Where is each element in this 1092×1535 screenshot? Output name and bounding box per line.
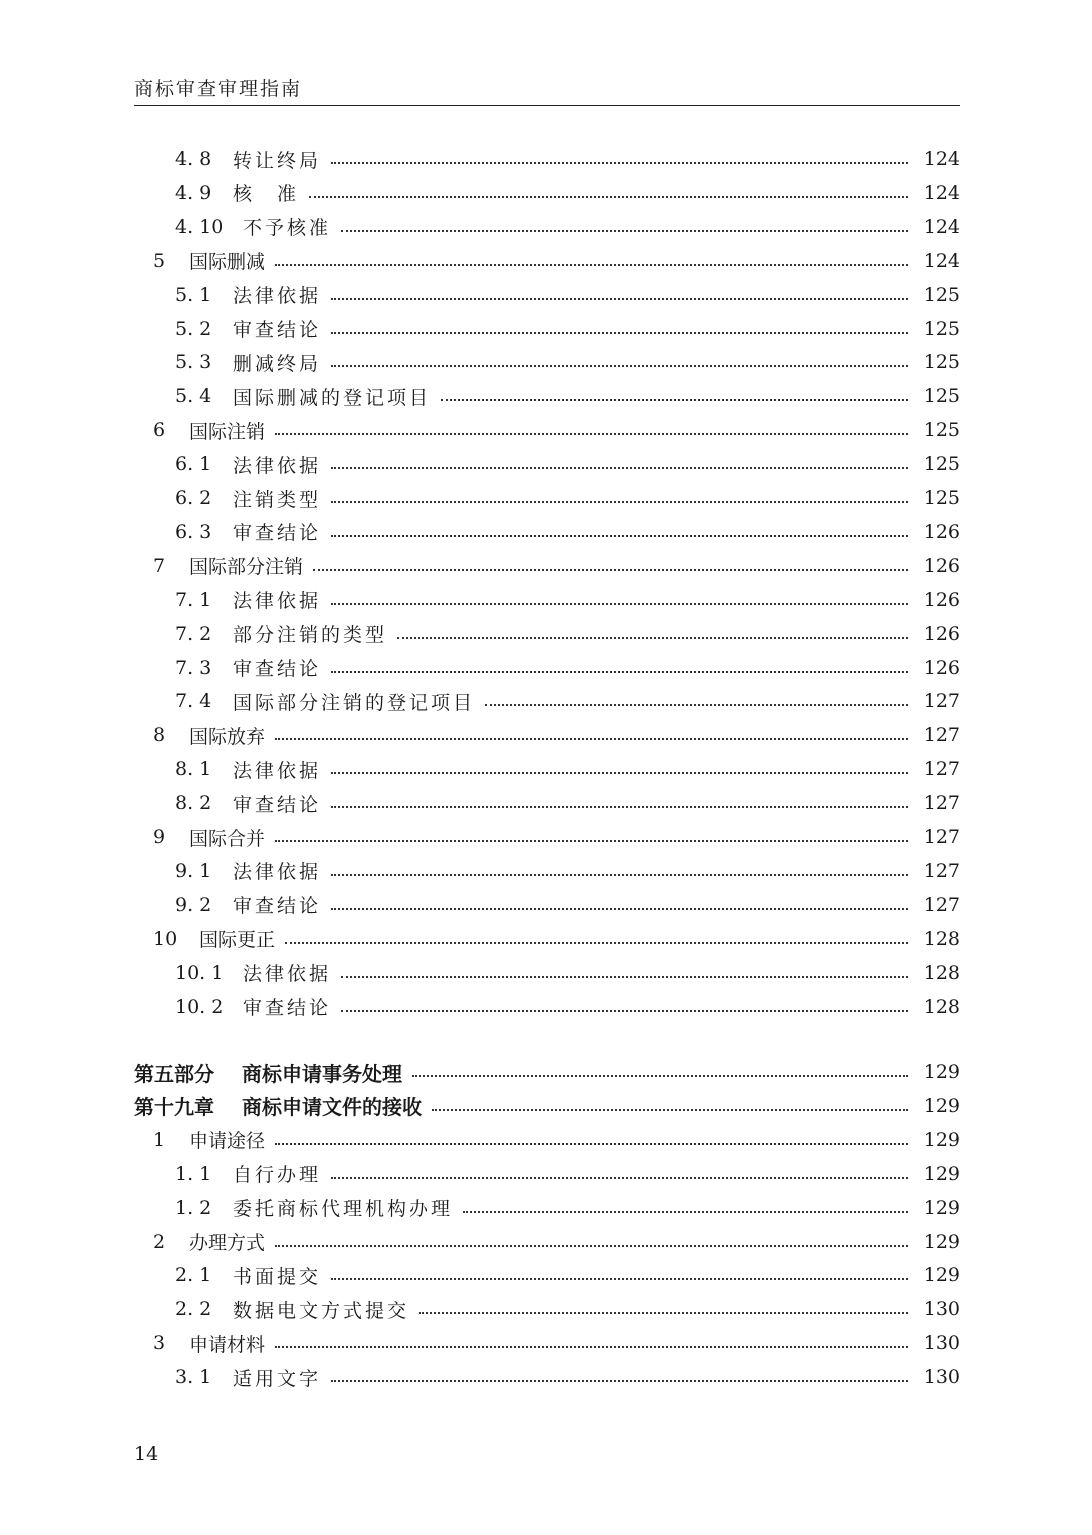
toc-entry-title: 适用文字 — [233, 1367, 322, 1390]
toc-entry[interactable] — [175, 992, 960, 1022]
toc-entry-page: 127 — [923, 690, 960, 713]
toc-entry-title: 删减终局 — [233, 352, 322, 375]
toc-entry-title: 核 准 — [233, 183, 300, 206]
toc-entry-page: 129 — [923, 1061, 960, 1083]
toc-entry[interactable] — [153, 822, 960, 852]
toc-leader-dots — [331, 162, 908, 164]
toc-entry-page: 124 — [923, 148, 960, 170]
toc-entry-number: 10. 1 — [175, 961, 224, 984]
toc-entry-title: 国际删减的登记项目 — [233, 386, 432, 409]
toc-entry-title: 申请途径 — [189, 1130, 266, 1153]
toc-entry-title: 法律依据 — [243, 963, 332, 986]
toc-entry[interactable] — [175, 1260, 960, 1290]
toc-leader-dots — [331, 874, 908, 876]
toc-entry-title: 商标申请事务处理 — [242, 1061, 402, 1086]
toc-entry-page: 129 — [923, 1128, 960, 1151]
toc-leader-dots — [463, 1211, 908, 1213]
toc-entry[interactable] — [153, 551, 960, 581]
toc-entry-title: 委托商标代理机构办理 — [233, 1198, 454, 1221]
toc-entry-number: 2. 2 — [175, 1298, 212, 1321]
toc-entry-number: 8 — [153, 724, 166, 747]
toc-entry[interactable] — [175, 856, 960, 886]
toc-leader-dots — [432, 1109, 908, 1111]
toc-entry[interactable] — [175, 1362, 960, 1392]
toc-entry[interactable] — [175, 788, 960, 818]
toc-entry-title: 法律依据 — [233, 454, 322, 477]
toc-entry-title: 国际删减 — [189, 251, 266, 274]
toc-entry[interactable] — [175, 517, 960, 547]
toc-entry[interactable] — [175, 890, 960, 920]
toc-leader-dots — [275, 1143, 908, 1145]
toc-entry-number: 7 — [153, 554, 166, 577]
toc-leader-dots — [285, 942, 908, 944]
toc-entry[interactable] — [153, 924, 960, 954]
toc-entry-page: 126 — [923, 520, 960, 543]
toc-leader-dots — [331, 772, 908, 774]
toc-entry-title: 自行办理 — [233, 1164, 322, 1187]
toc-entry-title: 国际注销 — [189, 420, 266, 443]
toc-entry-number: 7. 1 — [175, 588, 212, 611]
toc-entry-title: 审查结论 — [233, 658, 322, 680]
toc-entry-title: 审查结论 — [233, 793, 322, 816]
toc-entry-number: 7. 3 — [175, 656, 212, 679]
toc-entry-page: 128 — [923, 961, 960, 984]
toc-entry-number: 4. 10 — [175, 215, 224, 238]
toc-entry-number: 4. 8 — [175, 148, 212, 170]
toc-leader-dots — [341, 1010, 908, 1012]
toc-entry-title: 法律依据 — [233, 590, 322, 613]
toc-leader-dots — [331, 332, 908, 334]
toc-leader-dots — [275, 840, 908, 842]
toc-leader-dots — [331, 1177, 908, 1179]
toc-entry-page: 125 — [923, 419, 960, 442]
toc-leader-dots — [275, 433, 908, 435]
toc-entry-page: 124 — [923, 249, 960, 272]
toc-leader-dots — [331, 1380, 908, 1382]
toc-leader-dots — [275, 738, 908, 740]
toc-entry-title: 法律依据 — [233, 285, 322, 308]
toc-entry[interactable] — [175, 1159, 960, 1189]
toc-entry-page: 129 — [923, 1094, 960, 1117]
toc-leader-dots — [341, 976, 908, 978]
toc-entry[interactable] — [175, 280, 960, 310]
toc-entry-number: 9. 1 — [175, 859, 212, 882]
toc-leader-dots — [331, 603, 908, 605]
toc-entry[interactable] — [175, 144, 960, 174]
toc-entry-title: 申请材料 — [189, 1333, 266, 1356]
toc-entry-number: 3 — [153, 1332, 166, 1355]
toc-entry-title: 转让终局 — [233, 149, 322, 172]
toc-entry-number: 9 — [153, 826, 166, 848]
toc-entry-number: 10 — [153, 927, 178, 950]
toc-entry[interactable] — [175, 314, 960, 344]
toc-entry-page: 129 — [923, 1162, 960, 1185]
toc-entry-number: 5. 1 — [175, 283, 212, 306]
toc-entry[interactable] — [175, 178, 960, 208]
toc-entry-title: 法律依据 — [233, 759, 322, 782]
toc-entry-number: 7. 2 — [175, 622, 212, 645]
toc-entry-page: 130 — [923, 1366, 960, 1389]
toc-entry-number: 8. 2 — [175, 792, 212, 815]
toc-entry-page: 130 — [923, 1332, 960, 1355]
toc-leader-dots — [313, 569, 908, 571]
toc-entry[interactable] — [153, 720, 960, 750]
toc-entry-page: 128 — [923, 995, 960, 1018]
toc-entry-title: 数据电文方式提交 — [233, 1299, 410, 1322]
toc-entry-number: 8. 1 — [175, 758, 212, 781]
toc-entry-page: 127 — [923, 758, 960, 781]
toc-entry-page: 125 — [923, 453, 960, 476]
toc-entry-page: 126 — [923, 622, 960, 645]
toc-entry-page: 124 — [923, 215, 960, 238]
toc-entry-title: 审查结论 — [243, 997, 332, 1019]
toc-entry[interactable] — [175, 958, 960, 988]
toc-entry-title: 国际部分注销 — [189, 556, 304, 579]
toc-entry-number: 6. 2 — [175, 487, 212, 509]
toc-entry-number: 6. 3 — [175, 520, 212, 543]
toc-leader-dots — [331, 501, 908, 503]
toc-entry[interactable] — [175, 1294, 960, 1324]
toc-entry[interactable] — [175, 754, 960, 784]
toc-entry[interactable] — [175, 347, 960, 377]
toc-entry-number: 第十九章 — [134, 1095, 214, 1120]
toc-leader-dots — [331, 298, 908, 300]
toc-entry-page: 127 — [923, 826, 960, 848]
toc-entry-page: 127 — [923, 859, 960, 882]
toc-entry-page: 127 — [923, 893, 960, 916]
toc-entry[interactable] — [153, 1227, 960, 1257]
toc-leader-dots — [331, 671, 908, 673]
toc-entry-title: 国际部分注销的登记项目 — [233, 691, 476, 714]
toc-leader-dots — [485, 704, 908, 706]
toc-entry-title: 法律依据 — [233, 861, 322, 884]
toc-entry-number: 7. 4 — [175, 690, 212, 713]
toc-entry[interactable] — [175, 1193, 960, 1223]
toc-entry-number: 2 — [153, 1230, 166, 1253]
toc-entry[interactable] — [175, 653, 960, 683]
toc-entry[interactable] — [175, 483, 960, 513]
toc-leader-dots — [275, 1346, 908, 1348]
toc-entry-title: 国际更正 — [199, 929, 276, 952]
toc-entry-page: 127 — [923, 724, 960, 747]
toc-entry[interactable] — [134, 1057, 960, 1087]
toc-entry-title: 审查结论 — [233, 522, 322, 545]
toc-entry[interactable] — [175, 619, 960, 649]
toc-leader-dots — [341, 230, 908, 232]
footer-page-number: 14 — [134, 1443, 159, 1465]
toc-entry[interactable] — [175, 449, 960, 479]
toc-entry-page: 126 — [923, 588, 960, 611]
toc-entry-page: 126 — [923, 554, 960, 577]
toc-entry-number: 6 — [153, 419, 166, 442]
toc-entry-page: 128 — [923, 927, 960, 950]
toc-entry-title: 国际放弃 — [189, 725, 266, 748]
toc-entry-number: 10. 2 — [175, 995, 224, 1018]
toc-entry-page: 130 — [923, 1298, 960, 1321]
toc-entry-title: 办理方式 — [189, 1232, 266, 1254]
toc-entry-number: 1. 2 — [175, 1196, 212, 1219]
toc-entry-title: 国际合并 — [189, 827, 266, 850]
toc-entry-page: 124 — [923, 181, 960, 204]
toc-entry-title: 书面提交 — [233, 1265, 322, 1288]
toc-entry[interactable] — [175, 686, 960, 716]
toc-leader-dots — [331, 365, 908, 367]
toc-leader-dots — [419, 1312, 908, 1314]
toc-entry-number: 4. 9 — [175, 181, 212, 204]
toc-entry[interactable] — [175, 585, 960, 615]
toc-entry-number: 5. 2 — [175, 317, 212, 340]
toc-entry-page: 125 — [923, 487, 960, 509]
toc-leader-dots — [275, 264, 908, 266]
toc-leader-dots — [331, 467, 908, 469]
toc-entry-page: 126 — [923, 656, 960, 679]
toc-entry-page: 129 — [923, 1264, 960, 1287]
toc-entry[interactable] — [153, 246, 960, 276]
toc-leader-dots — [331, 806, 908, 808]
toc-entry[interactable] — [175, 381, 960, 411]
toc-entry-page: 125 — [923, 385, 960, 408]
toc-entry-title: 审查结论 — [233, 319, 322, 341]
toc-entry-number: 5. 4 — [175, 385, 212, 408]
toc-entry[interactable] — [175, 212, 960, 242]
toc-leader-dots — [412, 1075, 908, 1077]
toc-entry-page: 129 — [923, 1196, 960, 1219]
toc-entry-number: 1 — [153, 1128, 166, 1151]
toc-entry-number: 2. 1 — [175, 1264, 212, 1287]
toc-leader-dots — [331, 1278, 908, 1280]
toc-leader-dots — [331, 535, 908, 537]
toc-entry-number: 5 — [153, 249, 166, 272]
toc-entry-title: 注销类型 — [233, 488, 322, 511]
toc-entry[interactable] — [153, 1328, 960, 1358]
toc-entry-page: 125 — [923, 317, 960, 340]
toc-entry-page: 125 — [923, 283, 960, 306]
toc-entry-title: 不予核准 — [243, 217, 332, 240]
toc-entry-number: 第五部分 — [134, 1061, 214, 1086]
toc-entry-number: 6. 1 — [175, 453, 212, 476]
toc-entry[interactable] — [134, 1091, 960, 1121]
toc-entry-number: 1. 1 — [175, 1162, 212, 1185]
toc-leader-dots — [397, 637, 908, 639]
toc-leader-dots — [441, 399, 908, 401]
toc-entry-page: 125 — [923, 351, 960, 374]
toc-entry-number: 9. 2 — [175, 893, 212, 916]
toc-leader-dots — [309, 196, 908, 198]
toc-leader-dots — [331, 908, 908, 910]
toc-entry-title: 部分注销的类型 — [233, 624, 388, 647]
toc-entry-number: 3. 1 — [175, 1366, 212, 1389]
toc-entry[interactable] — [153, 415, 960, 445]
toc-entry-page: 129 — [923, 1230, 960, 1253]
toc-entry-page: 127 — [923, 792, 960, 815]
running-header-title: 商标审查审理指南 — [134, 78, 303, 100]
toc-entry-number: 5. 3 — [175, 351, 212, 374]
toc-entry[interactable] — [153, 1125, 960, 1155]
toc-entry-title: 商标申请文件的接收 — [242, 1095, 422, 1120]
toc-leader-dots — [275, 1245, 908, 1247]
toc-entry-title: 审查结论 — [233, 895, 322, 918]
